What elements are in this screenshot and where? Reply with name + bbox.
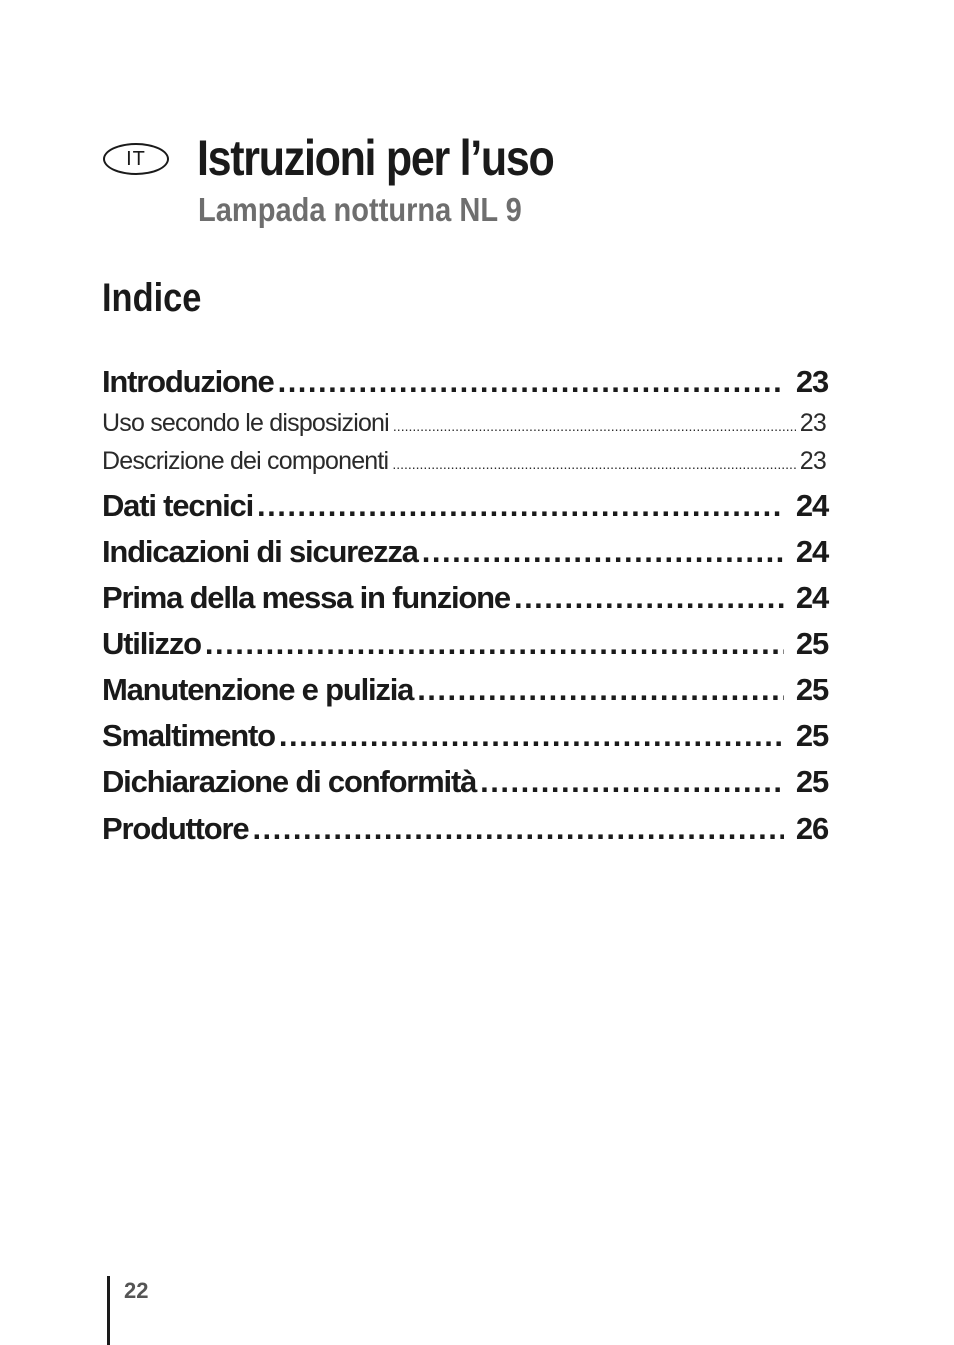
toc-dot-leader <box>480 762 784 802</box>
toc-entry-dati-tecnici[interactable] <box>102 486 828 526</box>
toc-dot-leader <box>278 362 784 402</box>
toc-entry-page: 26 <box>795 811 828 846</box>
footer-rule <box>107 1276 110 1345</box>
toc-dot-leader <box>514 578 784 618</box>
toc-entry-label: Manutenzione e pulizia <box>102 672 414 707</box>
toc-entry-label: Prima della messa in funzione <box>102 580 510 615</box>
toc-entry-label: Utilizzo <box>102 626 201 661</box>
toc-entry-label: Smaltimento <box>102 718 275 753</box>
toc-dot-leader <box>205 624 784 664</box>
toc-entry-page: 24 <box>795 534 828 569</box>
toc-entry-introduzione[interactable] <box>102 362 828 402</box>
toc-entry-produttore[interactable] <box>102 809 828 849</box>
toc-entry-utilizzo[interactable] <box>102 624 828 664</box>
document-title: Istruzioni per l’uso <box>197 130 554 186</box>
document-subtitle: Lampada notturna NL 9 <box>198 191 522 228</box>
toc-entry-page: 23 <box>795 364 828 399</box>
toc-entry-uso-secondo-le-disposizioni[interactable] <box>102 407 826 439</box>
language-badge <box>103 143 169 175</box>
toc-entry-label: Produttore <box>102 811 249 846</box>
toc-entry-indicazioni-di-sicurezza[interactable] <box>102 532 828 572</box>
toc-entry-descrizione-dei-componenti[interactable] <box>102 445 826 477</box>
toc-entry-page: 23 <box>799 447 826 475</box>
toc-entry-prima-della-messa-in-funzione[interactable] <box>102 578 828 618</box>
toc-entry-label: Descrizione dei componenti <box>102 447 389 475</box>
toc-dot-leader <box>392 445 795 480</box>
toc-entry-label: Uso secondo le disposizioni <box>102 409 389 437</box>
page-number: 22 <box>124 1278 149 1303</box>
toc-dot-leader <box>257 486 784 526</box>
toc-entry-page: 25 <box>795 672 828 707</box>
toc-entry-label: Introduzione <box>102 364 274 399</box>
toc-entry-page: 24 <box>795 488 828 523</box>
toc-entry-smaltimento[interactable] <box>102 716 828 756</box>
toc-dot-leader <box>422 532 784 572</box>
toc-entry-page: 25 <box>795 626 828 661</box>
toc-entry-page: 24 <box>795 580 828 615</box>
toc-dot-leader <box>279 716 784 756</box>
toc-entry-page: 25 <box>795 718 828 753</box>
toc-entry-label: Indicazioni di sicurezza <box>102 534 418 569</box>
toc-dot-leader <box>393 407 796 442</box>
toc-dot-leader <box>252 809 783 849</box>
toc-entry-page: 23 <box>799 409 826 437</box>
toc-entry-label: Dati tecnici <box>102 488 253 523</box>
toc-entry-page: 25 <box>795 764 828 799</box>
toc-entry-label: Dichiarazione di conformità <box>102 764 477 799</box>
toc-entry-manutenzione-e-pulizia[interactable] <box>102 670 828 710</box>
toc-entry-dichiarazione-di-conformita[interactable] <box>102 762 828 802</box>
language-code: IT <box>126 147 146 170</box>
index-heading: Indice <box>102 276 202 320</box>
toc-dot-leader <box>417 670 784 710</box>
